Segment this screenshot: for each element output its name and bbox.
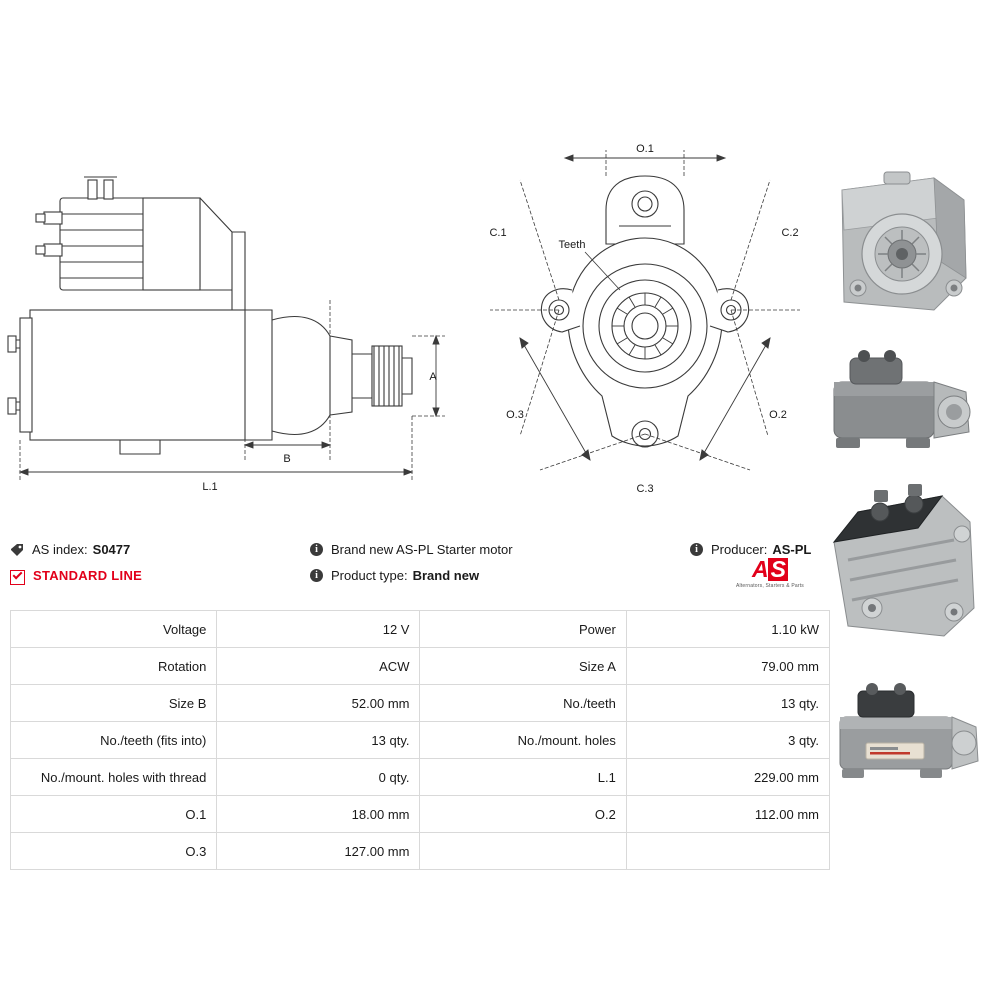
spec-label: O.3: [11, 833, 217, 870]
spec-value: 13 qty.: [217, 722, 420, 759]
technical-drawings: [0, 0, 830, 520]
as-index-value: S0477: [92, 541, 131, 557]
dim-label-c2: C.2: [781, 227, 799, 239]
spec-value: 229.00 mm: [626, 759, 829, 796]
dim-label-l1: L.1: [202, 481, 218, 493]
starter-side-view-drawing: [0, 140, 460, 500]
dim-label-o2: O.2: [769, 409, 787, 421]
spec-value: 0 qty.: [217, 759, 420, 796]
producer-block: [690, 542, 830, 557]
spec-label: O.1: [11, 796, 217, 833]
side-view-svg: [0, 140, 460, 500]
spec-value: 112.00 mm: [626, 796, 829, 833]
info-icon: i: [690, 543, 703, 556]
table-row: [11, 796, 830, 833]
spec-label: L.1: [420, 759, 626, 796]
product-info-bar: [10, 536, 830, 588]
spec-label: Rotation: [11, 648, 217, 685]
dim-label-o3: O.3: [506, 409, 524, 421]
spec-empty-cell: [626, 833, 829, 870]
spec-value: 127.00 mm: [217, 833, 420, 870]
starter-front-view-drawing: [460, 140, 830, 510]
dim-label-c1: C.1: [489, 227, 507, 239]
dim-label-c3: C.3: [636, 483, 654, 495]
product-type-value: Brand new: [412, 567, 480, 583]
dim-label-teeth: Teeth: [558, 239, 586, 251]
info-row-1: [10, 536, 830, 562]
producer-label: Producer:: [711, 541, 768, 557]
table-row: [11, 759, 830, 796]
check-icon: [10, 570, 25, 585]
product-photo-1[interactable]: [814, 160, 994, 330]
as-index-label: AS index:: [32, 541, 88, 557]
info-icon: i: [310, 569, 323, 582]
spec-label: O.2: [420, 796, 626, 833]
table-row: [11, 833, 830, 870]
logo-text: A S: [710, 558, 830, 581]
brand-new-block: [310, 542, 690, 557]
front-view-svg: [460, 140, 830, 510]
spec-label: Size A: [420, 648, 626, 685]
spec-value: 12 V: [217, 611, 420, 648]
spec-label: Voltage: [11, 611, 217, 648]
product-type-block: [310, 568, 690, 583]
product-photo-2[interactable]: [814, 338, 994, 468]
dim-label-o1: O.1: [636, 143, 654, 155]
spec-empty-cell: [420, 833, 626, 870]
spec-value: 18.00 mm: [217, 796, 420, 833]
spec-label: No./mount. holes with thread: [11, 759, 217, 796]
table-row: [11, 685, 830, 722]
product-photo-3[interactable]: [814, 476, 994, 661]
tag-icon: [10, 543, 24, 557]
spec-label: No./teeth: [420, 685, 626, 722]
standard-line-block: [10, 568, 310, 583]
as-index-block: [10, 542, 310, 557]
spec-value: 13 qty.: [626, 685, 829, 722]
as-pl-logo: [710, 558, 830, 589]
info-row-2: [10, 562, 830, 588]
spec-value: ACW: [217, 648, 420, 685]
spec-value: 52.00 mm: [217, 685, 420, 722]
table-row: [11, 648, 830, 685]
spec-label: Power: [420, 611, 626, 648]
product-photo-4[interactable]: [814, 669, 994, 799]
product-photo-gallery: [814, 160, 994, 807]
table-row: [11, 722, 830, 759]
spec-value: 3 qty.: [626, 722, 829, 759]
spec-value: 79.00 mm: [626, 648, 829, 685]
spec-label: No./teeth (fits into): [11, 722, 217, 759]
spec-label: No./mount. holes: [420, 722, 626, 759]
logo-subtext: Alternators, Starters & Parts: [735, 583, 805, 589]
spec-label: Size B: [11, 685, 217, 722]
brand-new-text: Brand new AS-PL Starter motor: [331, 541, 513, 557]
producer-value: AS-PL: [772, 541, 812, 557]
spec-value: 1.10 kW: [626, 611, 829, 648]
dim-label-b: B: [283, 453, 291, 465]
product-type-label: Product type:: [331, 567, 408, 583]
specifications-table: [10, 610, 830, 870]
info-icon: i: [310, 543, 323, 556]
dim-label-a: A: [429, 371, 437, 383]
standard-line-label: STANDARD LINE: [33, 567, 143, 583]
table-row: [11, 611, 830, 648]
